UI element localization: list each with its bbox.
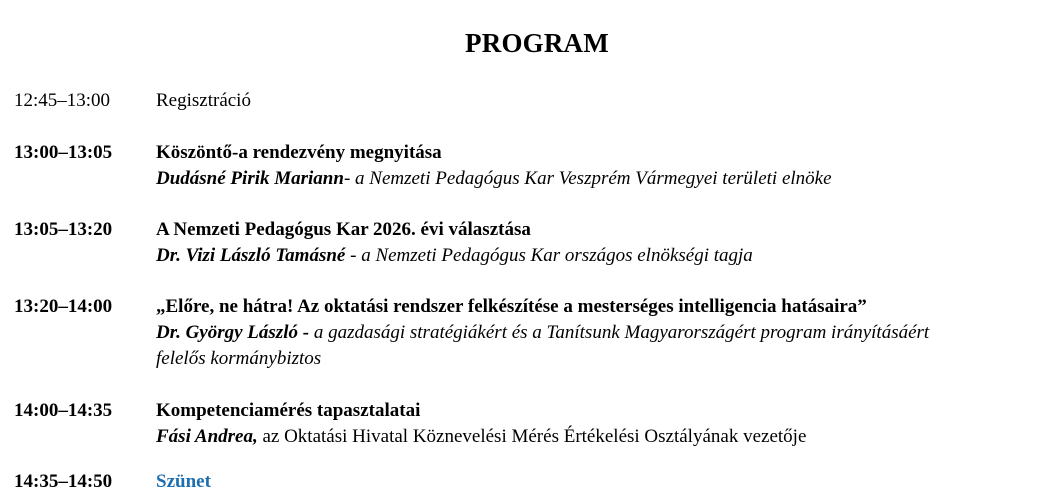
speaker-name: Dr. Vizi László Tamásné	[156, 245, 346, 266]
program-title: Köszöntő-a rendezvény megnyitása	[156, 142, 442, 163]
speaker-separator: -	[343, 168, 356, 189]
speaker-role: az Oktatási Hivatal Köznevelési Mérés Értékelési Osztályának vezetője	[262, 426, 807, 447]
speaker-role: a Nemzeti Pedagógus Kar országos elnökségi tagja	[361, 245, 753, 266]
speaker-name: Dudásné Pirik Mariann	[156, 168, 344, 189]
program-title: Kompetenciamérés tapasztalatai	[156, 400, 421, 421]
program-time: 14:00–14:35	[14, 400, 113, 421]
program-time: 13:00–13:05	[14, 142, 113, 163]
program-title: Regisztráció	[156, 90, 251, 111]
program-time: 14:35–14:50	[14, 471, 113, 492]
speaker-name: Fási Andrea,	[156, 426, 258, 447]
program-title: A Nemzeti Pedagógus Kar 2026. évi választása	[156, 219, 531, 240]
program-speaker-line	[156, 320, 956, 372]
program-time: 13:20–14:00	[14, 296, 113, 317]
speaker-name: Dr. György László -	[156, 322, 310, 343]
speaker-separator: -	[345, 245, 362, 266]
program-speaker-line	[156, 166, 976, 192]
program-time: 13:05–13:20	[14, 219, 113, 240]
program-speaker-line	[156, 243, 976, 269]
program-speaker-line	[156, 424, 976, 450]
speaker-role: a Nemzeti Pedagógus Kar Veszprém Vármegyei területi elnöke	[355, 168, 832, 189]
page-title: PROGRAM	[465, 28, 609, 58]
speaker-role: a gazdasági stratégiákért és a Tanítsunk Magyarországért program irányításáért felelős kormánybiztos	[156, 322, 930, 369]
program-time: 12:45–13:00	[14, 90, 111, 111]
program-title: „Előre, ne hátra! Az oktatási rendszer felkészítése a mesterséges intelligencia hatásaira”	[156, 296, 867, 317]
program-break-label: Szünet	[156, 471, 211, 492]
